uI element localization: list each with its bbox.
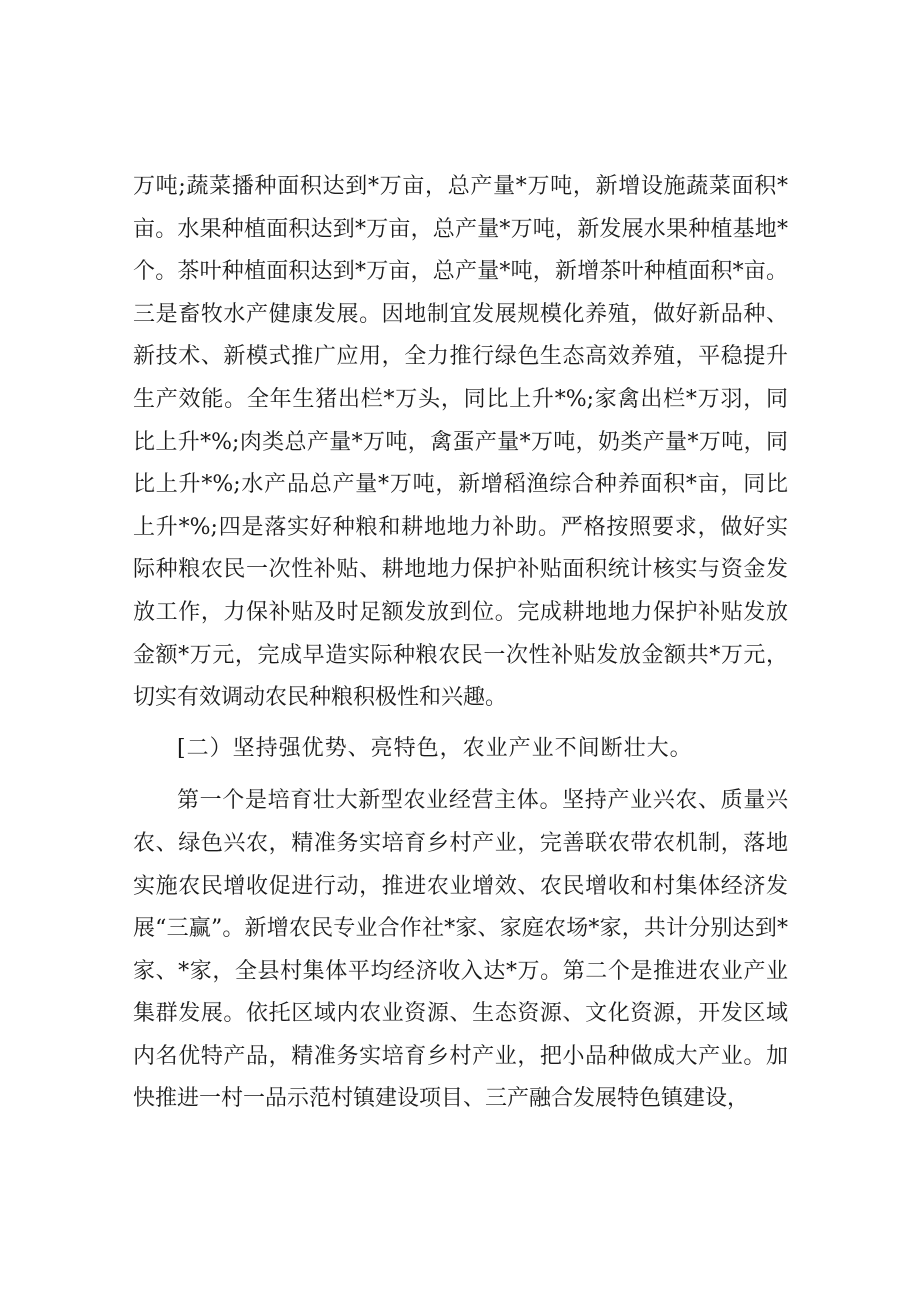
document-body: [133, 166, 788, 1129]
section-heading: [二）坚持强优势、亮特色，农业产业不间断壮大。: [177, 735, 693, 761]
paragraph-continued: 万吨;蔬菜播种面积达到*万亩，总产量*万吨，新增设施蔬菜面积*亩。水果种植面积达到*万亩，总产量*万吨，新发展水果种植基地*个。茶叶种植面积达到*万亩，总产量*吨，新增茶叶种植面积*亩。三是畜牧水产健康发展。因地制宜发展规模化养殖，做好新品种、新技术、新模式推广应用，全力推行绿色生态高效养殖，平稳提升生产效能。全年生猪出栏*万头，同比上升*%;家禽出栏*万羽，同比上升*%;肉类总产量*万吨，禽蛋产量*万吨，奶类产量*万吨，同比上升*%;水产品总产量*万吨，新增稻渔综合种养面积*亩，同比上升*%;四是落实好种粮和耕地地力补助。严格按照要求，做好实际种粮农民一次性补贴、耕地地力保护补贴面积统计核实与资金发放工作，力保补贴及时足额发放到位。完成耕地地力保护补贴发放金额*万元，完成早造实际种粮农民一次性补贴发放金额共*万元，切实有效调动农民种粮积极性和兴趣。: [133, 174, 788, 711]
paragraph-2: 第一个是培育壮大新型农业经营主体。坚持产业兴农、质量兴农、绿色兴农，精准务实培育乡村产业，完善联农带农机制，落地实施农民增收促进行动，推进农业增效、农民增收和村集体经济发展“三赢”。新增农民专业合作社*家、家庭农场*家，共计分别达到*家、*家，全县村集体平均经济收入达*万。第二个是推进农业产业集群发展。依托区域内农业资源、生态资源、文化资源，开发区域内名优特产品，精准务实培育乡村产业，把小品种做成大产业。加快推进一村一品示范村镇建设项目、三产融合发展特色镇建设，: [133, 788, 788, 1112]
